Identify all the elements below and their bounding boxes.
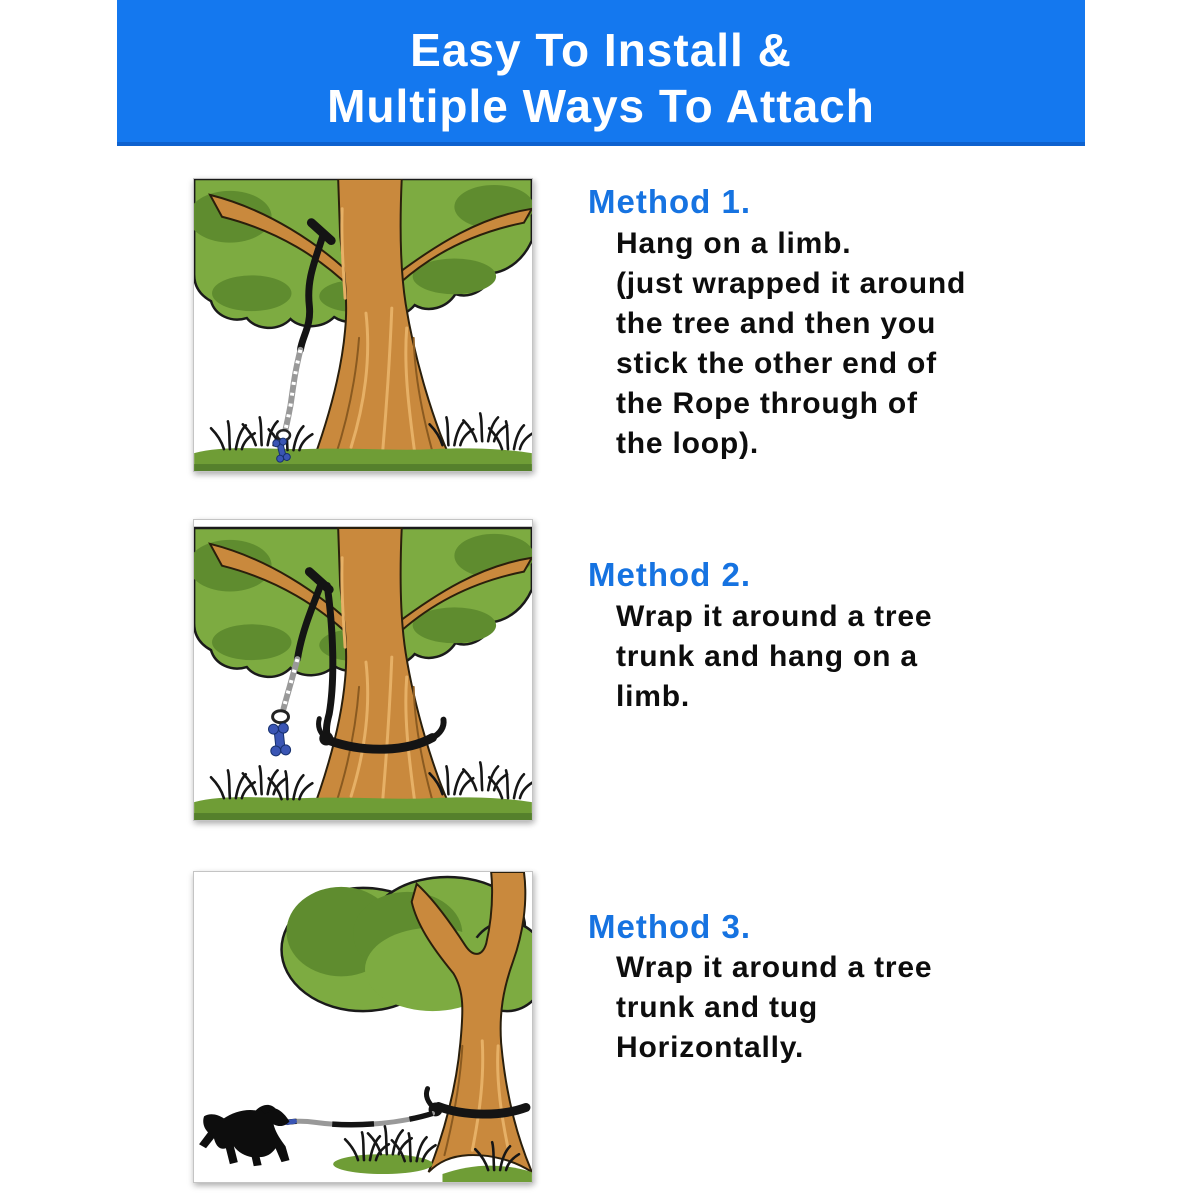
banner-title-line1: Easy To Install & xyxy=(410,24,792,76)
method-3-illustration xyxy=(193,871,533,1183)
method-2-illustration xyxy=(193,519,533,821)
method-line: Horizontally. xyxy=(616,1031,805,1064)
tree-illustration xyxy=(282,872,532,1172)
method-line: stick the other end of xyxy=(616,347,937,380)
method-line: the tree and then you xyxy=(616,307,937,340)
method-2-title: Method 2. xyxy=(588,556,751,593)
bone-toy-icon xyxy=(268,723,291,757)
method-line: trunk and hang on a xyxy=(616,640,918,673)
method-1-illustration xyxy=(193,178,533,472)
method-1-text xyxy=(616,224,1086,464)
header-banner xyxy=(117,0,1085,146)
method-line: the Rope through of xyxy=(616,387,918,420)
dog-icon xyxy=(199,1105,289,1166)
method-line: the loop). xyxy=(616,427,759,460)
method-1-title: Method 1. xyxy=(588,183,751,220)
method-line: trunk and tug xyxy=(616,991,819,1024)
method-line: (just wrapped it around xyxy=(616,267,967,300)
banner-title-line2: Multiple Ways To Attach xyxy=(327,80,875,132)
tree-illustration xyxy=(194,528,532,820)
method-line: Wrap it around a tree xyxy=(616,600,933,633)
tree-illustration xyxy=(194,179,532,471)
method-2-text xyxy=(616,597,1086,717)
ring-icon xyxy=(273,711,289,723)
method-line: limb. xyxy=(616,680,691,713)
method-3-text xyxy=(616,948,1086,1068)
method-line: Wrap it around a tree xyxy=(616,951,933,984)
method-3-title: Method 3. xyxy=(588,908,751,945)
method-line: Hang on a limb. xyxy=(616,227,852,260)
